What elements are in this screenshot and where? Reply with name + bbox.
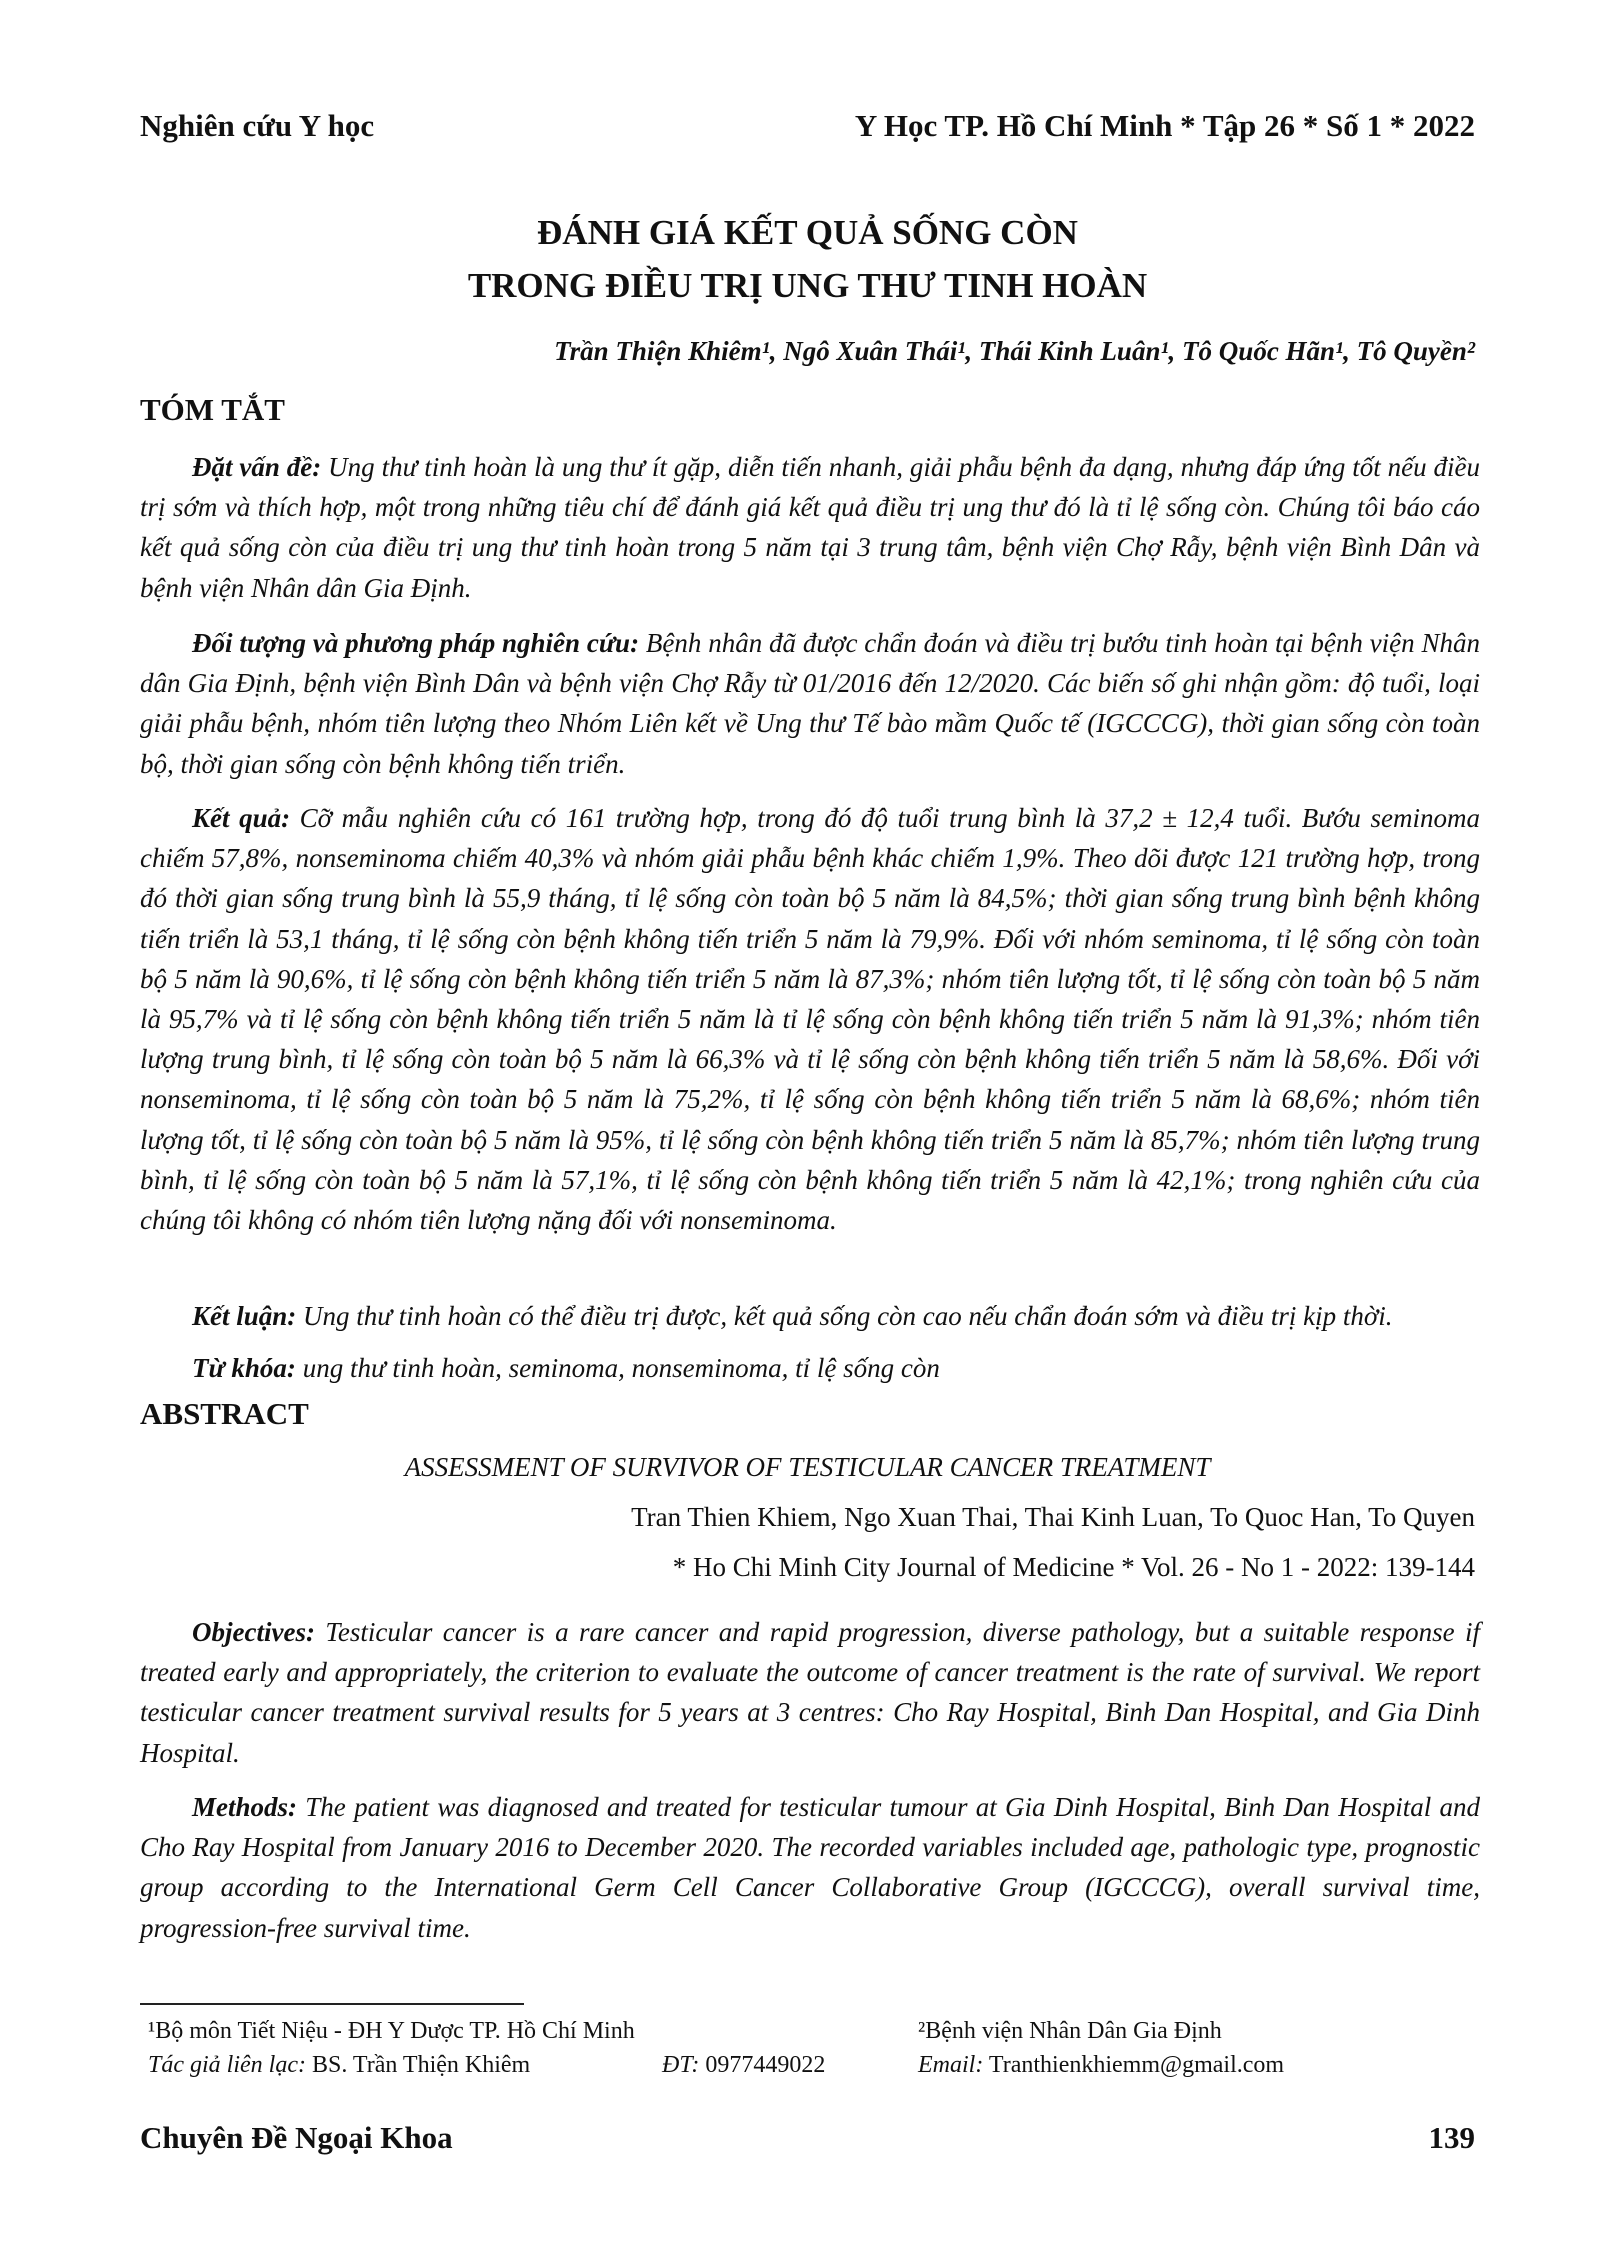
objectives-label: Objectives:: [192, 1617, 315, 1647]
methods-vi-paragraph: [140, 623, 1480, 784]
conclusion-label: Kết luận:: [192, 1301, 297, 1331]
results-label: Kết quả:: [192, 803, 291, 833]
summary-heading: TÓM TẮT: [140, 392, 285, 427]
background-text: Ung thư tinh hoàn là ung thư ít gặp, diễn tiến nhanh, giải phẫu bệnh đa dạng, nhưng đáp ứng tốt nếu điều trị sớm và thích hợp, một trong những tiêu chí để đánh giá kết quả điều trị ung thư đó là tỉ lệ sống còn. Chúng tôi báo cáo kết quả sống còn của điều trị ung thư tinh hoàn trong 5 năm tại 3 trung tâm, bệnh viện Chợ Rẫy, bệnh viện Bình Dân và bệnh viện Nhân dân Gia Định.: [140, 452, 1480, 603]
methods-en-paragraph: [140, 1787, 1480, 1948]
corresponding-author-label: Tác giả liên lạc:: [148, 2052, 306, 2078]
keywords-text: ung thư tinh hoàn, seminoma, nonseminoma, tỉ lệ sống còn: [295, 1353, 940, 1383]
methods-vi-label: Đối tượng và phương pháp nghiên cứu:: [192, 628, 640, 658]
methods-vi-text: Bệnh nhân đã được chẩn đoán và điều trị bướu tinh hoàn tại bệnh viện Nhân dân Gia Định, bệnh viện Bình Dân và bệnh viện Chợ Rẫy từ 01/2016 đến 12/2020. Các biến số ghi nhận gồm: độ tuổi, loại giải phẫu bệnh, nhóm tiên lượng theo Nhóm Liên kết về Ung thư Tế bào mầm Quốc tế (IGCCCG), thời gian sống còn toàn bộ, thời gian sống còn bệnh không tiến triển.: [140, 628, 1480, 779]
footer-section-title: Chuyên Đề Ngoại Khoa: [140, 2120, 453, 2155]
objectives-text: Testicular cancer is a rare cancer and rapid progression, diverse pathology, but a suitable response if treated early and appropriately, the criterion to evaluate the outcome of cancer treatment is the rate of survival. We report testicular cancer treatment survival results for 5 years at 3 centres: Cho Ray Hospital, Binh Dan Hospital, and Gia Dinh Hospital.: [140, 1617, 1480, 1768]
conclusion-paragraph: [140, 1296, 1480, 1336]
keywords-label: Từ khóa:: [192, 1353, 296, 1383]
results-text: Cỡ mẫu nghiên cứu có 161 trường hợp, trong đó độ tuổi trung bình là 37,2 ± 12,4 tuổi. Bướu seminoma chiếm 57,8%, nonseminoma chiếm 40,3% và nhóm giải phẫu bệnh khác chiếm 1,9%. Theo dõi được 121 trường hợp, trong đó thời gian sống trung bình là 55,9 tháng, tỉ lệ sống còn toàn bộ 5 năm là 84,5%; thời gian sống trung bình bệnh không tiến triển là 53,1 tháng, tỉ lệ sống còn bệnh không tiến triển 5 năm là 79,9%. Đối với nhóm seminoma, tỉ lệ sống còn toàn bộ 5 năm là 90,6%, tỉ lệ sống còn bệnh không tiến triển 5 năm là 87,3%; nhóm tiên lượng tốt, tỉ lệ sống còn toàn bộ 5 năm là 95,7% và tỉ lệ sống còn bệnh không tiến triển 5 năm là tỉ lệ sống còn bệnh không tiến triển 5 năm là 91,3%; nhóm tiên lượng trung bình, tỉ lệ sống còn toàn bộ 5 năm là 66,3% và tỉ lệ sống còn bệnh không tiến triển 5 năm là 58,6%. Đối với nonseminoma, tỉ lệ sống còn toàn bộ 5 năm là 75,2%, tỉ lệ sống còn bệnh không tiến triển 5 năm là 68,6%; nhóm tiên lượng tốt, tỉ lệ sống còn toàn bộ 5 năm là 95%, tỉ lệ sống còn bệnh không tiến triển 5 năm là 85,7%; nhóm tiên lượng trung bình, tỉ lệ sống còn toàn bộ 5 năm là 57,1%, tỉ lệ sống còn bệnh không tiến triển 5 năm là 42,1%; trong nghiên cứu của chúng tôi không có nhóm tiên lượng nặng đối với nonseminoma.: [140, 803, 1480, 1236]
footnote-affiliation-2: ²Bệnh viện Nhân Dân Gia Định: [918, 2018, 1222, 2044]
footnote-divider: [140, 2003, 524, 2005]
phone-contact: [662, 2052, 825, 2079]
abstract-title: ASSESSMENT OF SURVIVOR OF TESTICULAR CANCER TREATMENT: [404, 1452, 1211, 1482]
page-number: 139: [1428, 2120, 1475, 2155]
background-paragraph: [140, 447, 1480, 608]
conclusion-text: Ung thư tinh hoàn có thể điều trị được, kết quả sống còn cao nếu chẩn đoán sớm và điều trị kịp thời.: [296, 1301, 1393, 1331]
phone-label: ĐT:: [662, 2052, 700, 2078]
journal-citation: * Ho Chi Minh City Journal of Medicine * Vol. 26 - No 1 - 2022: 139-144: [672, 1552, 1475, 1582]
methods-en-label: Methods:: [192, 1792, 298, 1822]
email-address: Tranthienkhiemm@gmail.com: [983, 2052, 1285, 2078]
corresponding-author: [148, 2052, 530, 2079]
abstract-heading: ABSTRACT: [140, 1396, 309, 1431]
running-header-right: Y Học TP. Hồ Chí Minh * Tập 26 * Số 1 * 2022: [854, 108, 1475, 143]
methods-en-text: The patient was diagnosed and treated for testicular tumour at Gia Dinh Hospital, Binh Dan Hospital and Cho Ray Hospital from January 2016 to December 2020. The recorded variables included age, pathologic type, prognostic group according to the International Germ Cell Cancer Collaborative Group (IGCCCG), overall survival time, progression-free survival time.: [140, 1792, 1480, 1943]
email-label: Email:: [918, 2052, 984, 2078]
objectives-paragraph: [140, 1612, 1480, 1773]
article-title-line-1: ĐÁNH GIÁ KẾT QUẢ SỐNG CÒN: [537, 213, 1078, 252]
corresponding-author-name: BS. Trần Thiện Khiêm: [305, 2052, 531, 2078]
email-contact: [918, 2052, 1284, 2079]
phone-number: 0977449022: [699, 2052, 826, 2078]
article-title-line-2: TRONG ĐIỀU TRỊ UNG THƯ TINH HOÀN: [467, 266, 1148, 305]
results-paragraph: [140, 798, 1480, 1240]
author-list: Trần Thiện Khiêm¹, Ngô Xuân Thái¹, Thái Kinh Luân¹, Tô Quốc Hãn¹, Tô Quyền²: [554, 336, 1475, 366]
abstract-authors: Tran Thien Khiem, Ngo Xuan Thai, Thai Kinh Luan, To Quoc Han, To Quyen: [631, 1502, 1475, 1532]
footnote-affiliation-1: ¹Bộ môn Tiết Niệu - ĐH Y Dược TP. Hồ Chí Minh: [148, 2018, 635, 2044]
running-header-left: Nghiên cứu Y học: [140, 108, 375, 143]
keywords-paragraph: [140, 1348, 1480, 1388]
background-label: Đặt vấn đề:: [192, 452, 322, 482]
